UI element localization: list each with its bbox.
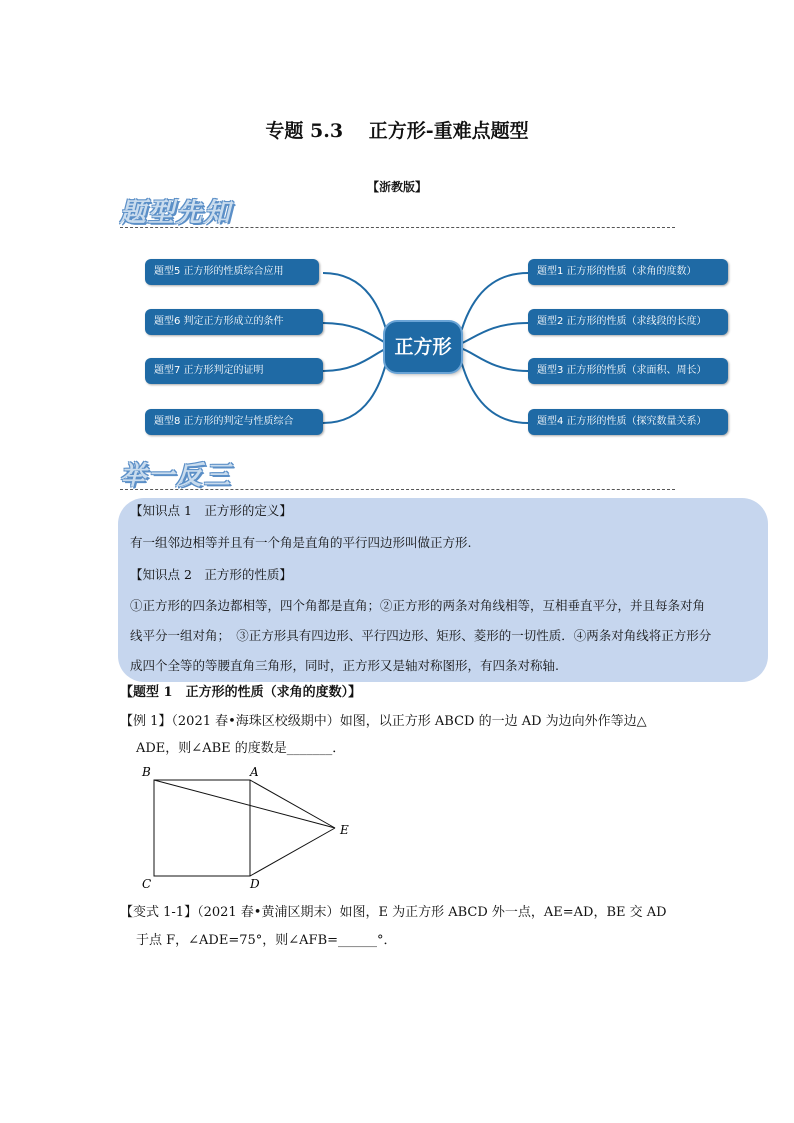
- knowledge-2-line2: 线平分一组对角； ③正方形具有四边形、平行四边形、矩形、菱形的一切性质．④两条对角线将正方形分: [130, 628, 712, 643]
- segment-de: [250, 828, 335, 876]
- mindmap-node-type5: 题型5 正方形的性质综合应用: [145, 259, 319, 285]
- knowledge-2-title: 【知识点 2 正方形的性质】: [130, 567, 292, 582]
- variant-1-1-line2: 于点 F，∠ADE=75°，则∠AFB=______°．: [136, 933, 397, 948]
- example-1-line1: 【例 1】（2021 春•海珠区校级期中）如图，以正方形 ABCD 的一边 AD 为边向外作等边△: [120, 714, 647, 729]
- mindmap-node-type7: 题型7 正方形判定的证明: [145, 358, 323, 384]
- label-e: E: [340, 823, 349, 837]
- variant-1-1-line1: 【变式 1-1】（2021 春•黄浦区期末）如图，E 为正方形 ABCD 外一点，AE=AD，BE 交 AD: [120, 905, 667, 920]
- geometry-figure: [130, 760, 370, 895]
- segment-ae: [250, 780, 335, 828]
- label-a: A: [250, 765, 259, 779]
- banner-examples: 举一反三: [120, 461, 233, 491]
- square-abcd: [154, 780, 250, 876]
- edition-label: 【浙教版】: [366, 180, 427, 194]
- label-c: C: [142, 877, 152, 891]
- page-title: 专题 5.3 正方形-重难点题型: [265, 120, 529, 142]
- label-b: B: [142, 765, 151, 779]
- knowledge-1-text: 有一组邻边相等并且有一个角是直角的平行四边形叫做正方形.: [130, 535, 472, 550]
- mindmap-node-type8: 题型8 正方形的判定与性质综合: [145, 409, 323, 435]
- segment-be: [154, 780, 335, 828]
- section-title-type1: 【题型 1 正方形的性质（求角的度数）】: [120, 685, 362, 700]
- example-1-line2: ADE，则∠ABE 的度数是_______．: [136, 741, 346, 756]
- divider-2: [120, 489, 675, 490]
- knowledge-2-line3: 成四个全等的等腰直角三角形，同时，正方形又是轴对称图形，有四条对称轴.: [130, 658, 559, 673]
- mindmap-center: 正方形: [385, 322, 461, 372]
- mindmap-node-type2: 题型2 正方形的性质（求线段的长度）: [528, 309, 728, 335]
- mindmap-node-type4: 题型4 正方形的性质（探究数量关系）: [528, 409, 728, 435]
- divider-1: [120, 227, 675, 228]
- knowledge-2-line1: ①正方形的四条边都相等，四个角都是直角；②正方形的两条对角线相等，互相垂直平分，并且每条对角: [130, 598, 706, 613]
- knowledge-1-title: 【知识点 1 正方形的定义】: [130, 503, 292, 518]
- banner-question-types: 题型先知: [120, 198, 233, 228]
- mindmap-node-type1: 题型1 正方形的性质（求角的度数）: [528, 259, 728, 285]
- label-d: D: [250, 877, 260, 891]
- mindmap-node-type3: 题型3 正方形的性质（求面积、周长）: [528, 358, 728, 384]
- mindmap-node-type6: 题型6 判定正方形成立的条件: [145, 309, 323, 335]
